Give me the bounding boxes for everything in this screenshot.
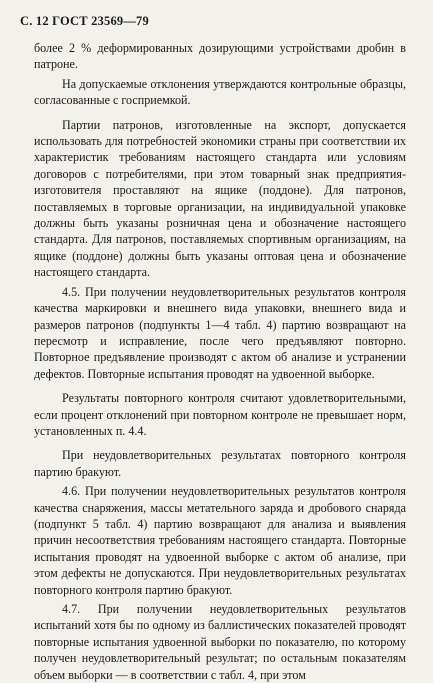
paragraph-continuation: более 2 % деформированных дозирующими устройствами дробин в патроне. (34, 41, 406, 72)
page-header: С. 12 ГОСТ 23569—79 (20, 14, 149, 28)
document-body (34, 40, 406, 683)
paragraph-reject-4-5: При неудовлетворительных результатах повторного контроля партию бракуют. (34, 448, 406, 479)
paragraph-4-5: 4.5. При получении неудовлетворительных результатов контроля качества маркировки и внешнего вида упаковки, внешнего вида и размеров патронов (подпункты 1—4 табл. 4) партию возвращают на пересмотр и исправление, после чего предъявляют повторно. Повторное предъявление производят с актом об анализе и устранении дефектов. Повторные испытания проводят на удвоенной выборке. (34, 284, 406, 381)
paragraph-4-6: 4.6. При получении неудовлетворительных результатов контроля качества снаряжения, массы метательного заряда и дробового снаряда (подпункт 5 табл. 4) партию возвращают для анализа и выявления причин несоответствия требованиям настоящего стандарта. Повторные испытания проводят на удвоенной выборке с актом об анализе, при этом дефекты не допускаются. При неудовлетворительных результатах повторного контроля партию бракуют. (34, 484, 406, 597)
paragraph-control-samples: На допускаемые отклонения утверждаются контрольные образцы, согласованные с госприемкой. (34, 76, 406, 108)
paragraph-4-7: 4.7. При получении неудовлетворительных результатов испытаний хотя бы по одному из баллистических показателей проводят повторные испытания удвоенной выборки по показателю, по которому получен неудовлетворительный результат; по остальным показателям объем выборки — в соответствии с табл. 4, при этом (34, 602, 406, 682)
paragraph-export: Партии патронов, изготовленные на экспорт, допускается использовать для потребностей экономики страны при соответствии их характеристик требованиям настоящего стандарта или условиям договоров с потребителями, при этом товарный знак предприятия-изготовителя проставляют на ящике (поддоне). Для патронов, поставляемых в торговые организации, на индивидуальной упаковке должны быть указаны розничная цена и обозначение настоящего стандарта. Для патронов, поставляемых спортивным организациям, на ящике (поддоне) должны быть указаны оптовая цена и обозначение настоящего стандарта. (34, 117, 406, 280)
paragraph-repeat-control: Результаты повторного контроля считают удовлетворительными, если процент отклонений при повторном контроле не превышает норм, установленных п. 4.4. (34, 391, 406, 438)
